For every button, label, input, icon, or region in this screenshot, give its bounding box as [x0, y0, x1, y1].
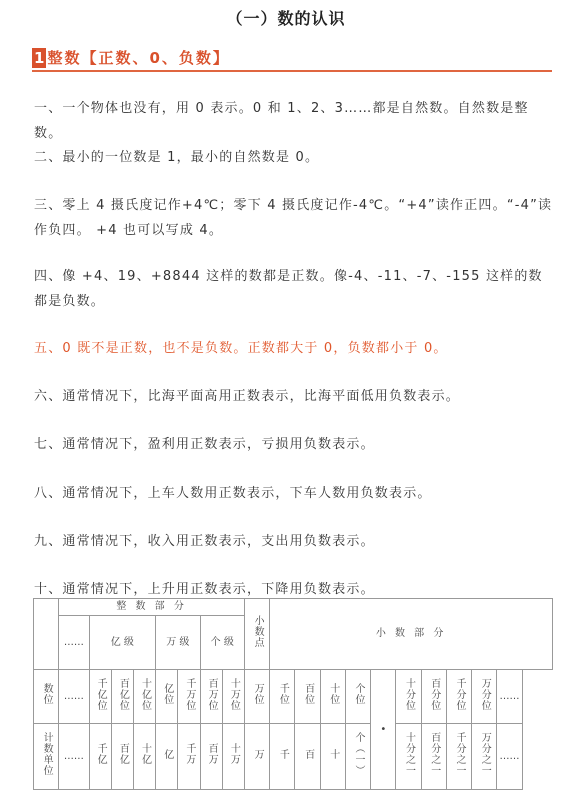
- digit-place-cell: 百亿位: [117, 677, 129, 711]
- unit-ellipsis-right: ……: [497, 724, 522, 790]
- count-unit-cell: 百亿: [117, 743, 129, 765]
- count-unit-cell: 万: [252, 748, 264, 760]
- section-number: 1: [34, 49, 45, 67]
- count-unit-cell: 千分之一: [453, 732, 465, 776]
- digit-place-cell: 百万位: [206, 677, 218, 711]
- paragraph-2: 二、最小的一位数是 1，最小的自然数是 0。: [34, 150, 320, 165]
- digit-place-cell: 千位: [277, 683, 289, 705]
- paragraph-3: 三、零上 4 摄氏度记作+4℃；零下 4 摄氏度记作-4℃。“+4”读作正四。“-4”读作负四。 +4 也可以写成 4。: [34, 198, 553, 238]
- digit-place-cell: 千亿位: [95, 677, 107, 711]
- count-unit-cell: 十: [327, 748, 339, 760]
- level-ge: 个 级: [200, 616, 244, 670]
- digit-place-cell: 百分位: [428, 677, 440, 711]
- count-unit-cell: 千: [277, 748, 289, 760]
- paragraph-8: 八、通常情况下，上车人数用正数表示，下车人数用负数表示。: [34, 486, 432, 501]
- paragraph-7: 七、通常情况下，盈利用正数表示，亏损用负数表示。: [34, 437, 375, 452]
- count-unit-cell: 百: [302, 748, 314, 760]
- section-heading: [32, 48, 552, 72]
- digit-place-cell: 十分位: [403, 677, 415, 711]
- count-unit-cell: 百万: [206, 743, 218, 765]
- count-unit-cell: 百分之一: [428, 732, 440, 776]
- place-value-table: [33, 598, 553, 790]
- count-unit-cell: 万分之一: [479, 732, 491, 776]
- digit-place-cell: 千分位: [453, 677, 465, 711]
- digit-place-cell: 万位: [252, 683, 264, 705]
- count-unit-cell: 千亿: [95, 743, 107, 765]
- page-title: （一）数的认识: [226, 9, 346, 28]
- level-yi: 亿 级: [89, 616, 156, 670]
- count-unit-cell: 亿: [161, 748, 173, 760]
- paragraph-1: 一、一个物体也没有，用 0 表示。0 和 1、2、3……都是自然数。自然数是整数。: [34, 101, 529, 141]
- row-label-digit-place: 数位: [41, 683, 53, 705]
- digit-place-cell: 十位: [327, 683, 339, 705]
- row-label-count-unit: 计数单位: [41, 732, 53, 776]
- level-ellipsis: ……: [59, 616, 89, 670]
- decimal-part-header: 小 数 部 分: [270, 599, 553, 670]
- count-unit-cell: 千万: [183, 743, 195, 765]
- paragraph-6: 六、通常情况下，比海平面高用正数表示，比海平面低用负数表示。: [34, 389, 461, 404]
- section-title: 整数【正数、0、负数】: [47, 49, 230, 67]
- digit-place-cell: 千万位: [183, 677, 195, 711]
- count-unit-cell: 十万: [228, 743, 240, 765]
- paragraph-4: 四、像 +4、19、+8844 这样的数都是正数。像-4、-11、-7、-155 这样的数都是负数。: [34, 269, 543, 309]
- count-unit-cell: 个（一）: [353, 732, 365, 776]
- level-wan: 万 级: [156, 616, 200, 670]
- decimal-dot: •: [371, 670, 396, 790]
- table-corner: [34, 599, 59, 670]
- digit-place-cell: 十亿位: [139, 677, 151, 711]
- digit-place-cell: 亿位: [161, 683, 173, 705]
- digit-place-cell: 十万位: [228, 677, 240, 711]
- digit-place-cell: 百位: [302, 683, 314, 705]
- digit-place-cell: 个位: [353, 683, 365, 705]
- count-unit-cell: 十分之一: [403, 732, 415, 776]
- count-unit-cell: 十亿: [139, 743, 151, 765]
- digit-place-cell: 万分位: [479, 677, 491, 711]
- unit-ellipsis-left: ……: [59, 724, 89, 790]
- integer-part-header: 整 数 部 分: [59, 599, 245, 616]
- paragraph-10: 十、通常情况下，上升用正数表示，下降用负数表示。: [34, 582, 375, 597]
- decimal-point-header: 小数点: [252, 615, 264, 648]
- digit-ellipsis-left: ……: [59, 670, 89, 724]
- paragraph-5: 五、0 既不是正数，也不是负数。正数都大于 0，负数都小于 0。: [34, 341, 448, 356]
- paragraph-9: 九、通常情况下，收入用正数表示，支出用负数表示。: [34, 534, 375, 549]
- digit-ellipsis-right: ……: [497, 670, 522, 724]
